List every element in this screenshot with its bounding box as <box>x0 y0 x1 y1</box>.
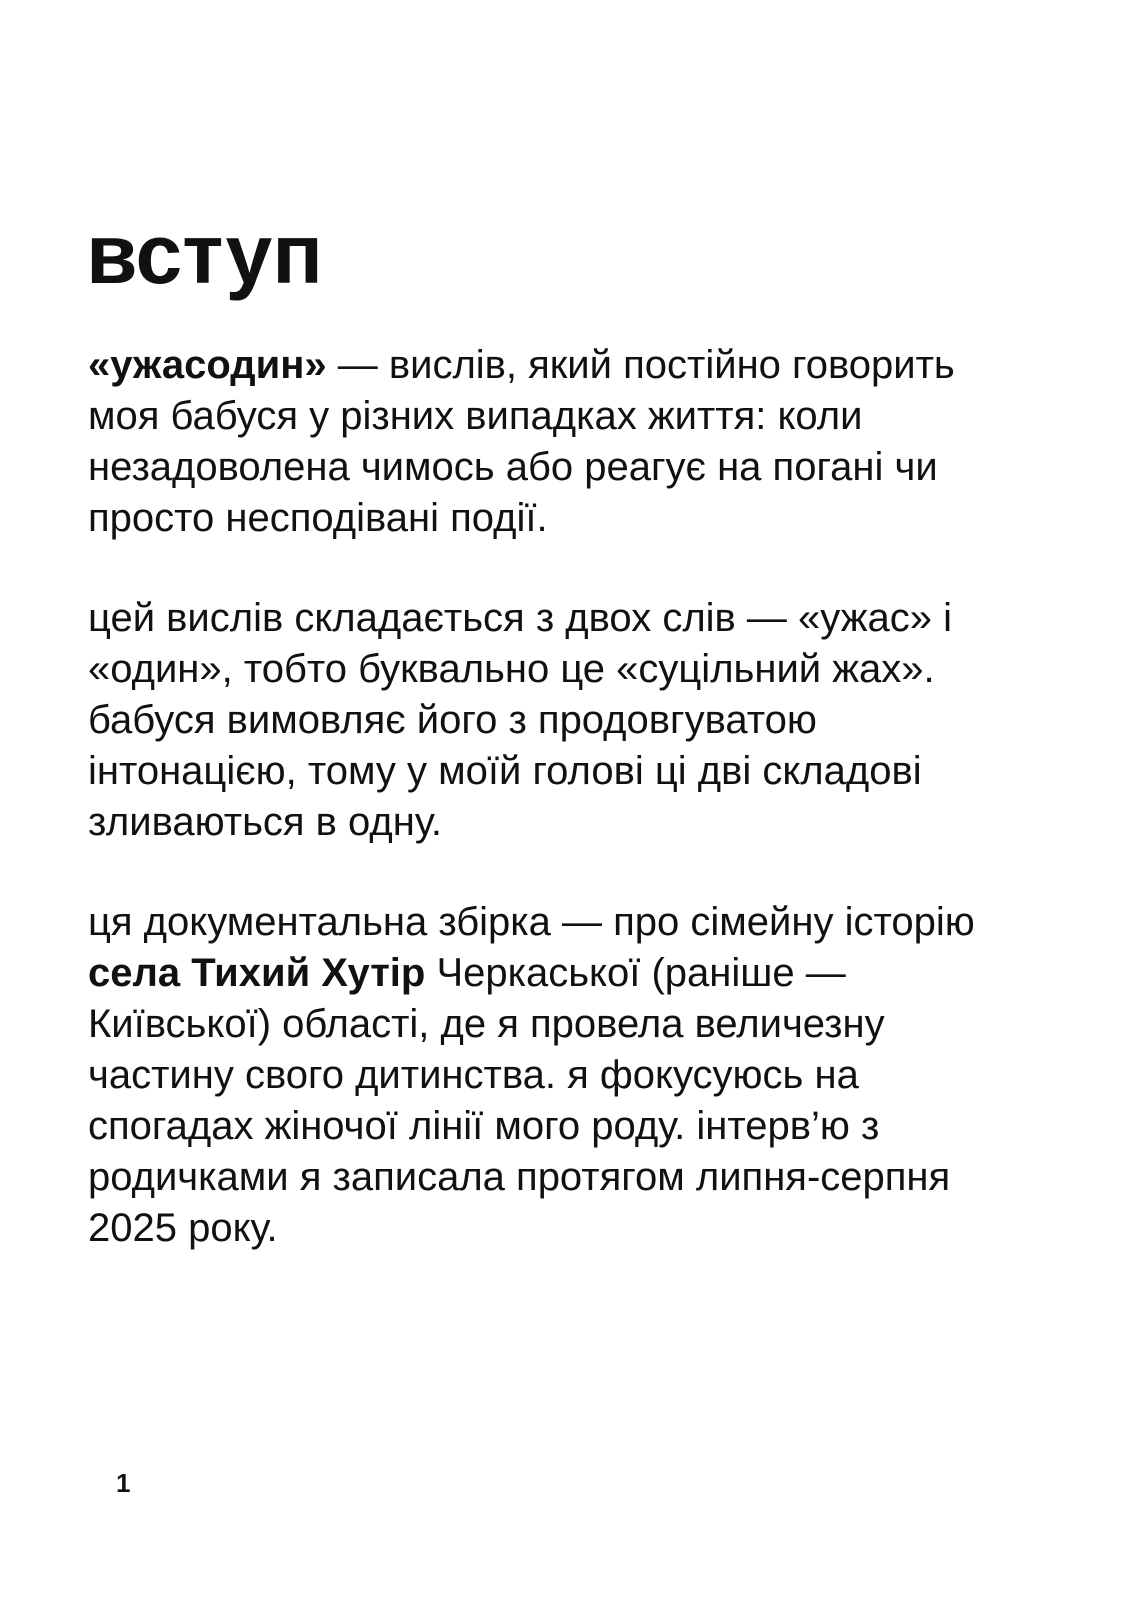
paragraph-intro-text: — вислів, який постійно говорить моя бабуся у різних випадках життя: коли незадоволена чимось або реагує на погані чи просто несподівані події. <box>88 343 955 540</box>
paragraph-collection-text-after: Черкаської (раніше — Київської) області, де я провела величезну частину свого дитинства. я фокусуюсь на спогадах жіночої лінії мого роду. інтерв’ю з родичками я записала протягом липня-серпня 2025 року. <box>88 951 951 1250</box>
body-text <box>88 340 1018 1303</box>
paragraph-collection <box>88 897 1018 1254</box>
page-number: 1 <box>116 1468 131 1498</box>
paragraph-collection-text-before: ця документальна збірка — про сімейну історію <box>88 900 975 944</box>
paragraph-meaning <box>88 593 1018 848</box>
page-title: вступ <box>86 207 323 301</box>
term-uzhasodyn: «ужасодин» <box>88 343 327 387</box>
paragraph-intro <box>88 340 1018 544</box>
village-name: села Тихий Хутір <box>88 951 426 995</box>
paragraph-meaning-text: цей вислів складається з двох слів — «ужас» і «один», тобто буквально це «суцільний жах». бабуся вимовляє його з продовгуватою інтонацією, тому у моїй голові ці дві складові зливаються в одну. <box>88 596 952 844</box>
